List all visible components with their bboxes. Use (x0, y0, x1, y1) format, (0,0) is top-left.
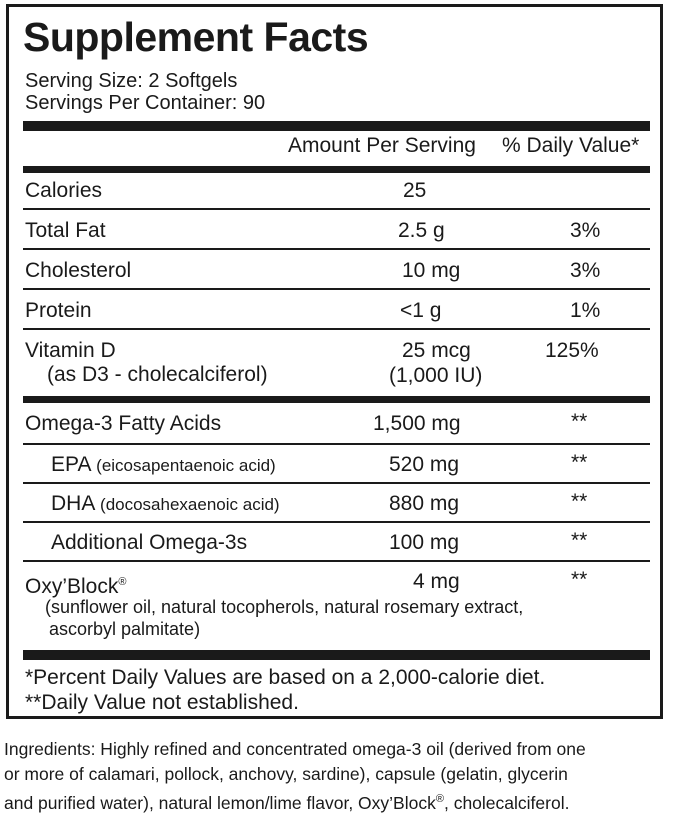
row-divider (23, 208, 650, 210)
epa-name: EPA (51, 453, 91, 476)
vitamin-d-label: Vitamin D (25, 339, 116, 362)
additional-omega3-dv: ** (571, 529, 588, 552)
row-divider (23, 288, 650, 290)
vitamin-d-amount: 25 mcg (402, 339, 471, 362)
serving-size: Serving Size: 2 Softgels (25, 70, 238, 92)
epa-dv: ** (571, 451, 588, 474)
ingredients-line-1: Ingredients: Highly refined and concentrated omega-3 oil (derived from one (4, 739, 586, 759)
registered-mark: ® (435, 793, 444, 805)
epa-detail: (eicosapentaenoic acid) (96, 456, 276, 475)
oxyblock-dv: ** (571, 568, 588, 591)
vitamin-d-iu: (1,000 IU) (389, 364, 483, 387)
row-divider (23, 328, 650, 330)
amount-header: Amount Per Serving (288, 134, 476, 157)
supplement-facts-panel (6, 4, 663, 719)
omega3-dv: ** (571, 410, 588, 433)
ingredients-line-2: or more of calamari, pollock, anchovy, sardine), capsule (gelatin, glycerin (4, 764, 568, 784)
oxyblock-amount: 4 mg (413, 570, 460, 593)
protein-dv: 1% (570, 299, 601, 322)
row-divider (23, 248, 650, 250)
additional-omega3-amount: 100 mg (389, 531, 460, 554)
cholesterol-label: Cholesterol (25, 259, 132, 282)
dha-label (51, 492, 280, 517)
protein-label: Protein (25, 299, 92, 322)
registered-mark: ® (118, 576, 127, 588)
oxyblock-detail-1: (sunflower oil, natural tocopherols, natural rosemary extract, (45, 597, 524, 617)
dha-name: DHA (51, 492, 95, 515)
omega3-amount: 1,500 mg (373, 412, 461, 435)
epa-label (51, 453, 276, 478)
row-divider (23, 560, 650, 562)
epa-amount: 520 mg (389, 453, 460, 476)
dha-detail: (docosahexaenoic acid) (100, 495, 280, 514)
oxyblock-label (25, 570, 126, 599)
protein-amount: <1 g (400, 299, 442, 322)
thick-rule (23, 121, 650, 131)
cholesterol-dv: 3% (570, 259, 601, 282)
ingredients-line-3-end: , cholecalciferol. (443, 792, 570, 813)
not-established-footnote: **Daily Value not established. (25, 691, 299, 714)
ingredients-line-3 (4, 787, 672, 816)
calories-label: Calories (25, 179, 103, 202)
oxyblock-detail-2: ascorbyl palmitate) (49, 619, 201, 639)
daily-value-header: % Daily Value* (502, 134, 640, 157)
thick-rule (23, 650, 650, 660)
additional-omega3-label: Additional Omega-3s (51, 531, 248, 554)
vitamin-d-dv: 125% (545, 339, 599, 362)
row-divider (23, 521, 650, 523)
dha-amount: 880 mg (389, 492, 460, 515)
daily-value-footnote: *Percent Daily Values are based on a 2,000-calorie diet. (25, 666, 546, 689)
panel-title: Supplement Facts (23, 14, 369, 60)
medium-rule (23, 166, 650, 173)
row-divider (23, 443, 650, 445)
row-divider (23, 482, 650, 484)
omega3-label: Omega-3 Fatty Acids (25, 412, 222, 435)
medium-rule (23, 396, 650, 403)
total-fat-dv: 3% (570, 219, 601, 242)
cholesterol-amount: 10 mg (402, 259, 461, 282)
calories-amount: 25 (403, 179, 427, 202)
vitamin-d-form: (as D3 - cholecalciferol) (47, 363, 268, 386)
dha-dv: ** (571, 490, 588, 513)
servings-per-container: Servings Per Container: 90 (25, 92, 266, 114)
oxyblock-name: Oxy’Block (25, 575, 119, 598)
total-fat-label: Total Fat (25, 219, 106, 242)
ingredients-text (4, 737, 672, 816)
ingredients-line-3-start: and purified water), natural lemon/lime flavor, Oxy’Block (4, 792, 436, 813)
total-fat-amount: 2.5 g (398, 219, 445, 242)
